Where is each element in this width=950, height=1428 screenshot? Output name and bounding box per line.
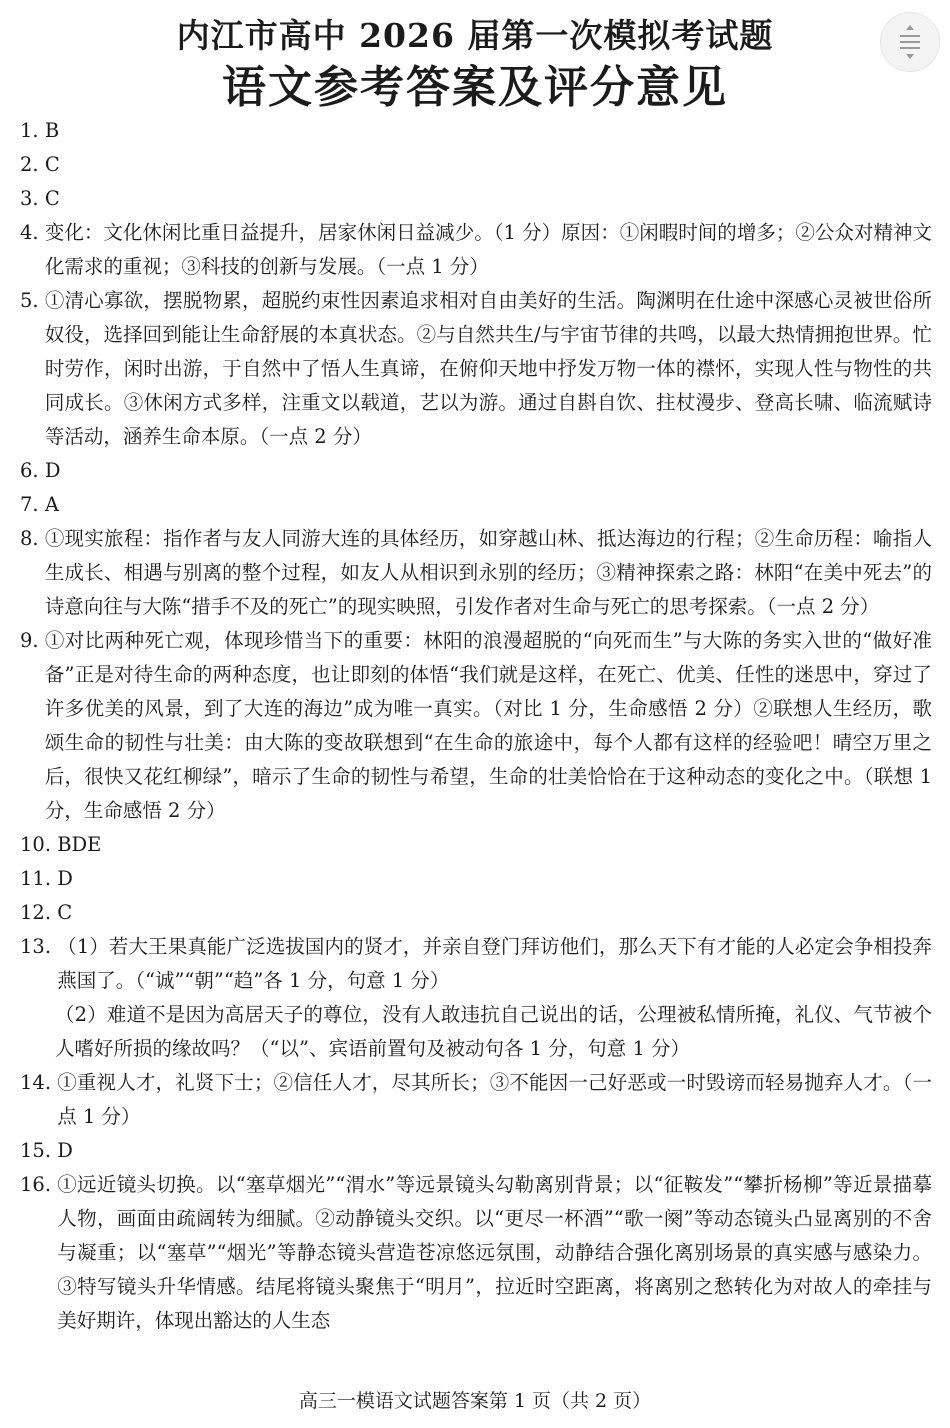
answer-item: 10. BDE <box>20 833 102 856</box>
answer-list <box>20 114 932 1338</box>
answer-item: 8. ①现实旅程：指作者与友人同游大连的具体经历，如穿越山林、抵达海边的行程；②生命历程：喻指人生成长、相遇与别离的整个过程，如友人从相识到永别的经历；③精神探索之路：林阳“在美中死去”的诗意向往与大陈“措手不及的死亡”的现实映照，引发作者对生命与死亡的思考探索。（一点 2 分） <box>20 527 932 618</box>
answer-item: 1. B <box>20 119 60 142</box>
answer-item: 6. D <box>20 459 61 482</box>
answer-item: 5. ①清心寡欲，摆脱物累，超脱约束性因素追求相对自由美好的生活。陶渊明在仕途中深感心灵被世俗所奴役，选择回到能让生命舒展的本真状态。②与自然共生/与宇宙节律的共鸣，以最大热情拥抱世界。忙时劳作，闲时出游，于自然中了悟人生真谛，在俯仰天地中抒发万物一体的襟怀，实现人性与物性的共同成长。③休闲方式多样，注重文以载道，艺以为游。通过自斟自饮、拄杖漫步、登高长啸、临流赋诗等活动，涵养生命本原。（一点 2 分） <box>20 289 932 448</box>
answer-item: 11. D <box>20 867 73 890</box>
answer-item: 7. A <box>20 493 59 516</box>
menu-button[interactable] <box>880 12 940 72</box>
answer-item: 4. 变化：文化休闲比重日益提升，居家休闲日益减少。（1 分）原因：①闲暇时间的增多；②公众对精神文化需求的重视；③科技的创新与发展。（一点 1 分） <box>20 221 932 278</box>
page-footer: 高三一模语文试题答案第 1 页（共 2 页） <box>298 1390 652 1412</box>
answer-item: 2. C <box>20 153 60 176</box>
answer-item: 15. D <box>20 1139 73 1162</box>
answer-item: 3. C <box>20 187 60 210</box>
answer-item: 14. ①重视人才，礼贤下士；②信任人才，尽其所长；③不能因一己好恶或一时毁谤而轻易抛弃人才。（一点 1 分） <box>20 1071 932 1128</box>
answer-item: 9. ①对比两种死亡观，体现珍惜当下的重要：林阳的浪漫超脱的“向死而生”与大陈的务实入世的“做好准备”正是对待生命的两种态度，也让即刻的体悟“我们就是这样，在死亡、优美、任性的迷思中，穿过了许多优美的风景，到了大连的海边”成为唯一真实。（对比 1 分，生命感悟 2 分）②联想人生经历，歌颂生命的韧性与壮美：由大陈的变故联想到“在生命的旅途中，每个人都有这样的经验吧！晴空万里之后，很快又花红柳绿”，暗示了生命的韧性与希望，生命的壮美恰恰在于这种动态的变化之中。（联想 1 分，生命感悟 2 分） <box>20 629 932 822</box>
answer-item: 12. C <box>20 901 73 924</box>
exam-title: 内江市高中 2026 届第一次模拟考试题 <box>176 16 774 55</box>
answer-item: 13. （1）若大王果真能广泛选拔国内的贤才，并亲自登门拜访他们，那么天下有才能的人必定会争相投奔燕国了。（“诚”“朝”“趋”各 1 分，句意 1 分） <box>20 935 932 992</box>
answer-key-title: 语文参考答案及评分意见 <box>222 62 728 113</box>
menu-lines-icon <box>895 22 925 62</box>
answer-subitem: （2）难道不是因为高居天子的尊位，没有人敢违抗自己说出的话，公理被私情所掩，礼仪、气节被个人嗜好所损的缘故吗？（“以”、宾语前置句及被动句各 1 分，句意 1 分） <box>55 1003 932 1060</box>
answer-item: 16. ①远近镜头切换。以“塞草烟光”“渭水”等远景镜头勾勒离别背景；以“征鞍发”“攀折杨柳”等近景描摹人物，画面由疏阔转为细腻。②动静镜头交织。以“更尽一杯酒”“歌一阕”等动态镜头凸显离别的不舍与凝重；以“塞草”“烟光”等静态镜头营造苍凉悠远氛围，动静结合强化离别场景的真实感与感染力。③特写镜头升华情感。结尾将镜头聚焦于“明月”，拉近时空距离，将离别之愁转化为对故人的牵挂与美好期许，体现出豁达的人生态 <box>20 1173 932 1332</box>
